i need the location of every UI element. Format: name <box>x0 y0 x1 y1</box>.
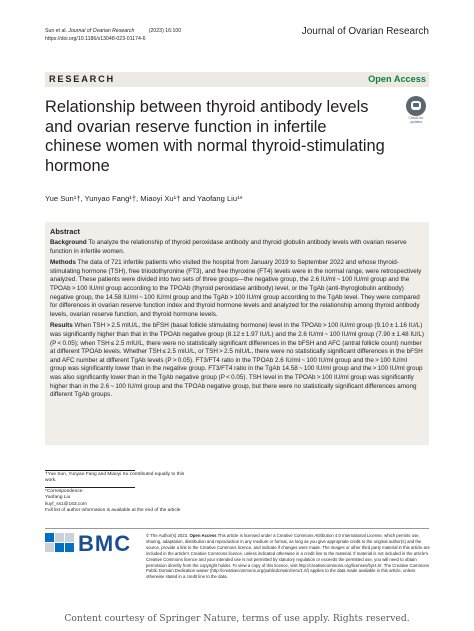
abstract-results <box>50 322 424 399</box>
footnote-divider-2 <box>45 487 135 488</box>
background-text: To analyze the relationship of thyroid peroxidase antibody and thyroid globulin antibody levels with ovarian reserve function in infertile women. <box>50 239 407 255</box>
check-updates-label: Check for updates <box>408 116 424 124</box>
results-text: When TSH > 2.5 mIU/L, the bFSH (basal follicle stimulating hormone) level in the TPOAb > 100 IU/ml group (9.10 ± 1.16 IU/L) was significantly higher than that in the TPOAb negative group (8.12 ± 1.97 IU/L) and the 2.6 IU/ml ~ 100 IU/ml group (7.90 ± 1.48 IU/L) (P < 0.05); when TSH ≤ 2.5 mIU/L, there were no statistically significant differences in the bFSH and AFC (antral follicle count) number at different TPOAb levels. Whether TSH ≤ 2.5 mIU/L, or TSH > 2.5 mIU/L, there were no statistically significant differences in the bFSH and AFC number at different TgAb levels (P > 0.05). FT3/FT4 ratio in the TPOAb 2.6 IU/ml ~ 100 IU/ml group and the > 100 IU/ml group was significantly lower than in the negative group. FT3/FT4 ratio in the TgAb 14.58 ~ 100 IU/ml group and the > 100 IU/ml group was also significantly lower than in the TgAb negative group (P < 0.05). TSH level in the TPOAb > 100 IU/ml group was significantly higher than in the 2.6 ~ 100 IU/ml group and the TPOAb negative group, but there were no statistically significant differences among different TgAb groups. <box>50 322 425 399</box>
abstract-methods <box>50 259 424 319</box>
abstract-heading: Abstract <box>50 227 80 236</box>
logo-square <box>55 543 64 552</box>
methods-text: The data of 721 infertile patients who visited the hospital from January 2019 to September 2022 and whose thyroid-stimulating hormone (TSH), free triiodothyronine (FT3), and free thyroxine (FT4) levels were in the normal range, were retrospectively analyzed. These patients were divided into two sets of three groups—the negative group, the 2.6 IU/ml ~ 100 IU/ml group and the TPOAb > 100 IU/ml group according to the TPOAb (thyroid peroxidase antibody) level, or the TgAb (anti-thyroglobulin antibody) negative group, the 14.58 IU/ml ~ 100 IU/ml group and the TgAb > 100 IU/ml group according to the TgAb level. They were compared for differences in ovarian reserve function index and thyroid hormone levels and analyzed for the relationship among thyroid antibody levels, ovarian reserve function, and thyroid hormone levels. <box>50 259 422 318</box>
license-body: This article is licensed under a Creative Commons Attribution 4.0 International License, which permits use, sharing, adaptation, distribution and reproduction in any medium or format, as long as you give appropriate credit to the original author(s) and the source, provide a link to the Creative Commons licence, and indicate if changes were made. The images or other third party material in this article are included in the article’s Creative Commons licence, unless indicated otherwise in a credit line to the material. If material is not included in the article’s Creative Commons licence and your intended use is not permitted by statutory regulation or exceeds the permitted use, you will need to obtain permission directly from the copyright holder. To view a copy of this licence, visit http://creativecommons.org/licenses/by/4.0/. The Creative Commons Public Domain Dedication waiver (http://creativecommons.org/publicdomain/zero/1.0/) applies to the data made available in this article, unless otherwise stated in a credit line to the data. <box>146 533 430 580</box>
open-access-label: Open Access <box>368 74 426 84</box>
section-bar <box>45 72 429 87</box>
citation-volume: (2023) 16:100 <box>134 28 182 34</box>
correspondence-name: Yaofang Liu <box>45 495 71 501</box>
logo-square <box>45 533 54 542</box>
bookmark-icon <box>411 101 421 110</box>
correspondence-label: *Correspondence: <box>45 488 84 494</box>
background-label: Background <box>50 239 87 246</box>
citation-doi[interactable]: https://doi.org/10.1186/s13048-023-01174-6 <box>45 36 146 42</box>
check-for-updates-button[interactable] <box>403 96 429 124</box>
results-label: Results <box>50 322 73 330</box>
abstract-box <box>45 222 429 445</box>
citation-authors: Sun et al. <box>45 28 69 34</box>
logo-square <box>65 533 74 542</box>
citation-header <box>45 27 181 43</box>
logo-square <box>65 543 74 552</box>
bmc-logo-text: BMC <box>78 531 132 556</box>
abstract-background <box>50 239 424 256</box>
logo-square <box>45 543 54 552</box>
article-title: Relationship between thyroid antibody levels and ovarian reserve function in infertile chinese women with normal thyroid-stimulating hormone <box>45 98 385 175</box>
equal-contribution-note: †Yue Sun, Yunyao Fang and Miaoyi Xu contributed equally to this work. <box>45 472 185 484</box>
author-info-note: Full list of author information is available at the end of the article <box>45 508 181 514</box>
citation-line-1 <box>45 27 181 35</box>
bmc-logo <box>45 533 135 561</box>
section-label: RESEARCH <box>49 74 115 84</box>
publisher-divider <box>45 528 429 529</box>
methods-label: Methods <box>50 259 76 267</box>
citation-journal: Journal of Ovarian Research <box>68 28 135 34</box>
license-text <box>146 533 431 580</box>
footnotes <box>45 470 195 514</box>
author-list: Yue Sun¹†, Yunyao Fang¹†, Miaoyi Xu¹† and Yaofang Liu¹* <box>45 194 243 203</box>
courtesy-note: Content courtesy of Springer Nature, terms of use apply. Rights reserved. <box>64 613 410 624</box>
license-open-access: Open Access <box>189 533 217 538</box>
license-prefix: © The Author(s) 2023. <box>146 533 190 538</box>
footnote-divider <box>45 470 135 471</box>
correspondence-email[interactable]: liuyf_ss1@163.com <box>45 501 87 507</box>
journal-name: Journal of Ovarian Research <box>301 26 429 37</box>
logo-square <box>55 533 64 542</box>
